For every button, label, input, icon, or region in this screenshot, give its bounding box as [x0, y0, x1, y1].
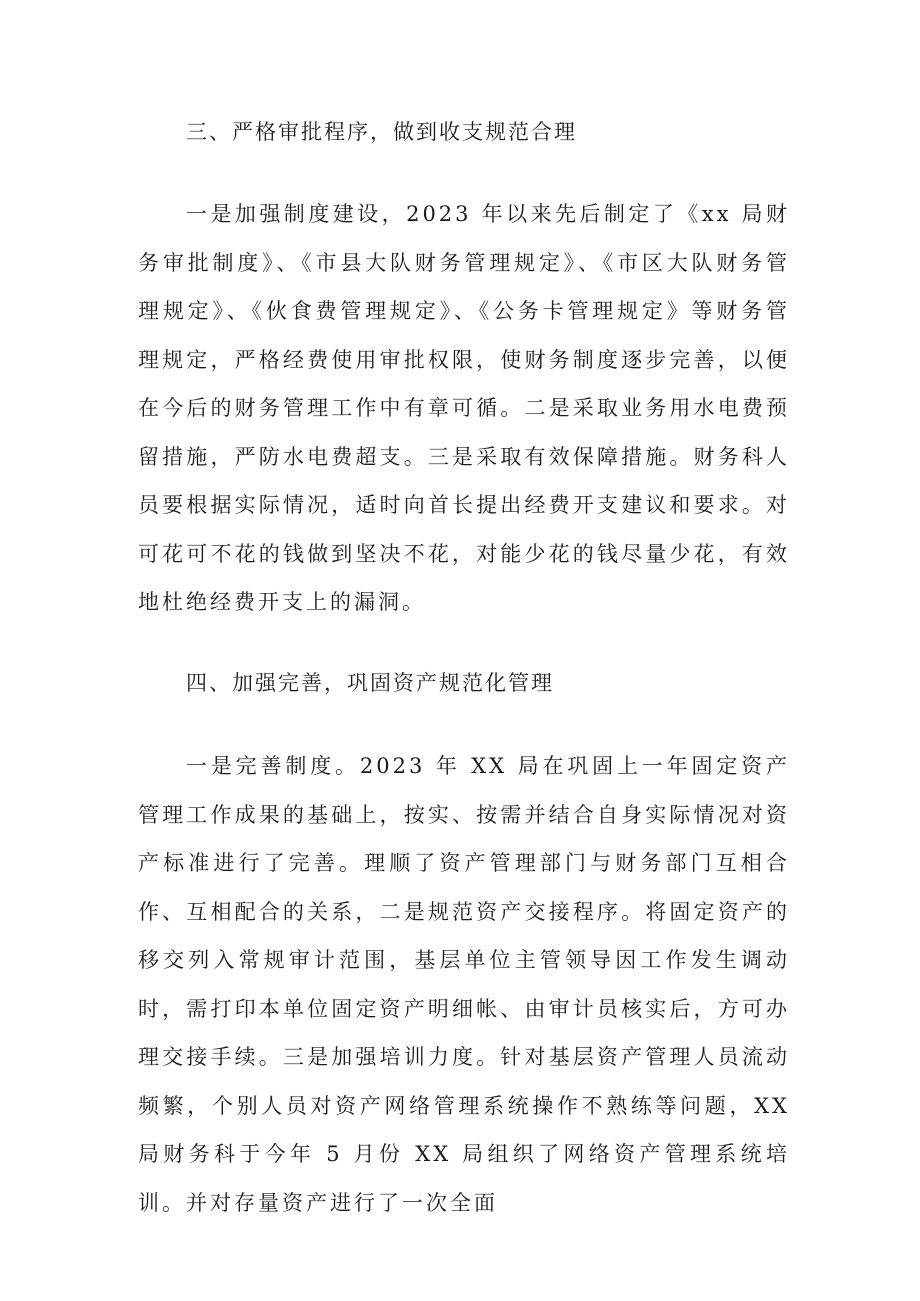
section-paragraph-3: 一是加强制度建设，2023 年以来先后制定了《xx 局财务审批制度》、《市县大队财务管理规定》、《市区大队财务管理规定》、《伙食费管理规定》、《公务卡管理规定》等财务管理规定，严格经费使用审批权限，使财务制度逐步完善，以便在今后的财务管理工作中有章可循。二是采取业务用水电费预留措施，严防水电费超支。三是采取有效保障措施。财务科人员要根据实际情况，适时向首长提出经费开支建议和要求。对可花可不花的钱做到坚决不花，对能少花的钱尽量少花，有效地杜绝经费开支上的漏洞。 [138, 202, 790, 614]
section-heading-3: 三、严格审批程序，做到收支规范合理 [186, 120, 577, 144]
section-paragraph-4: 一是完善制度。2023 年 XX 局在巩固上一年固定资产管理工作成果的基础上，按实、按需并结合自身实际情况对资产标准进行了完善。理顺了资产管理部门与财务部门互相合作、互相配合的关系，二是规范资产交接程序。将固定资产的移交列入常规审计范围，基层单位主管领导因工作发生调动时，需打印本单位固定资产明细帐、由审计员核实后，方可办理交接手续。三是加强培训力度。针对基层资产管理人员流动频繁，个别人员对资产网络管理系统操作不熟练等问题，XX 局财务科于今年 5 月份 XX 局组织了网络资产管理系统培训。并对存量资产进行了一次全面 [138, 754, 790, 1215]
section-heading-4: 四、加强完善，巩固资产规范化管理 [186, 671, 554, 695]
